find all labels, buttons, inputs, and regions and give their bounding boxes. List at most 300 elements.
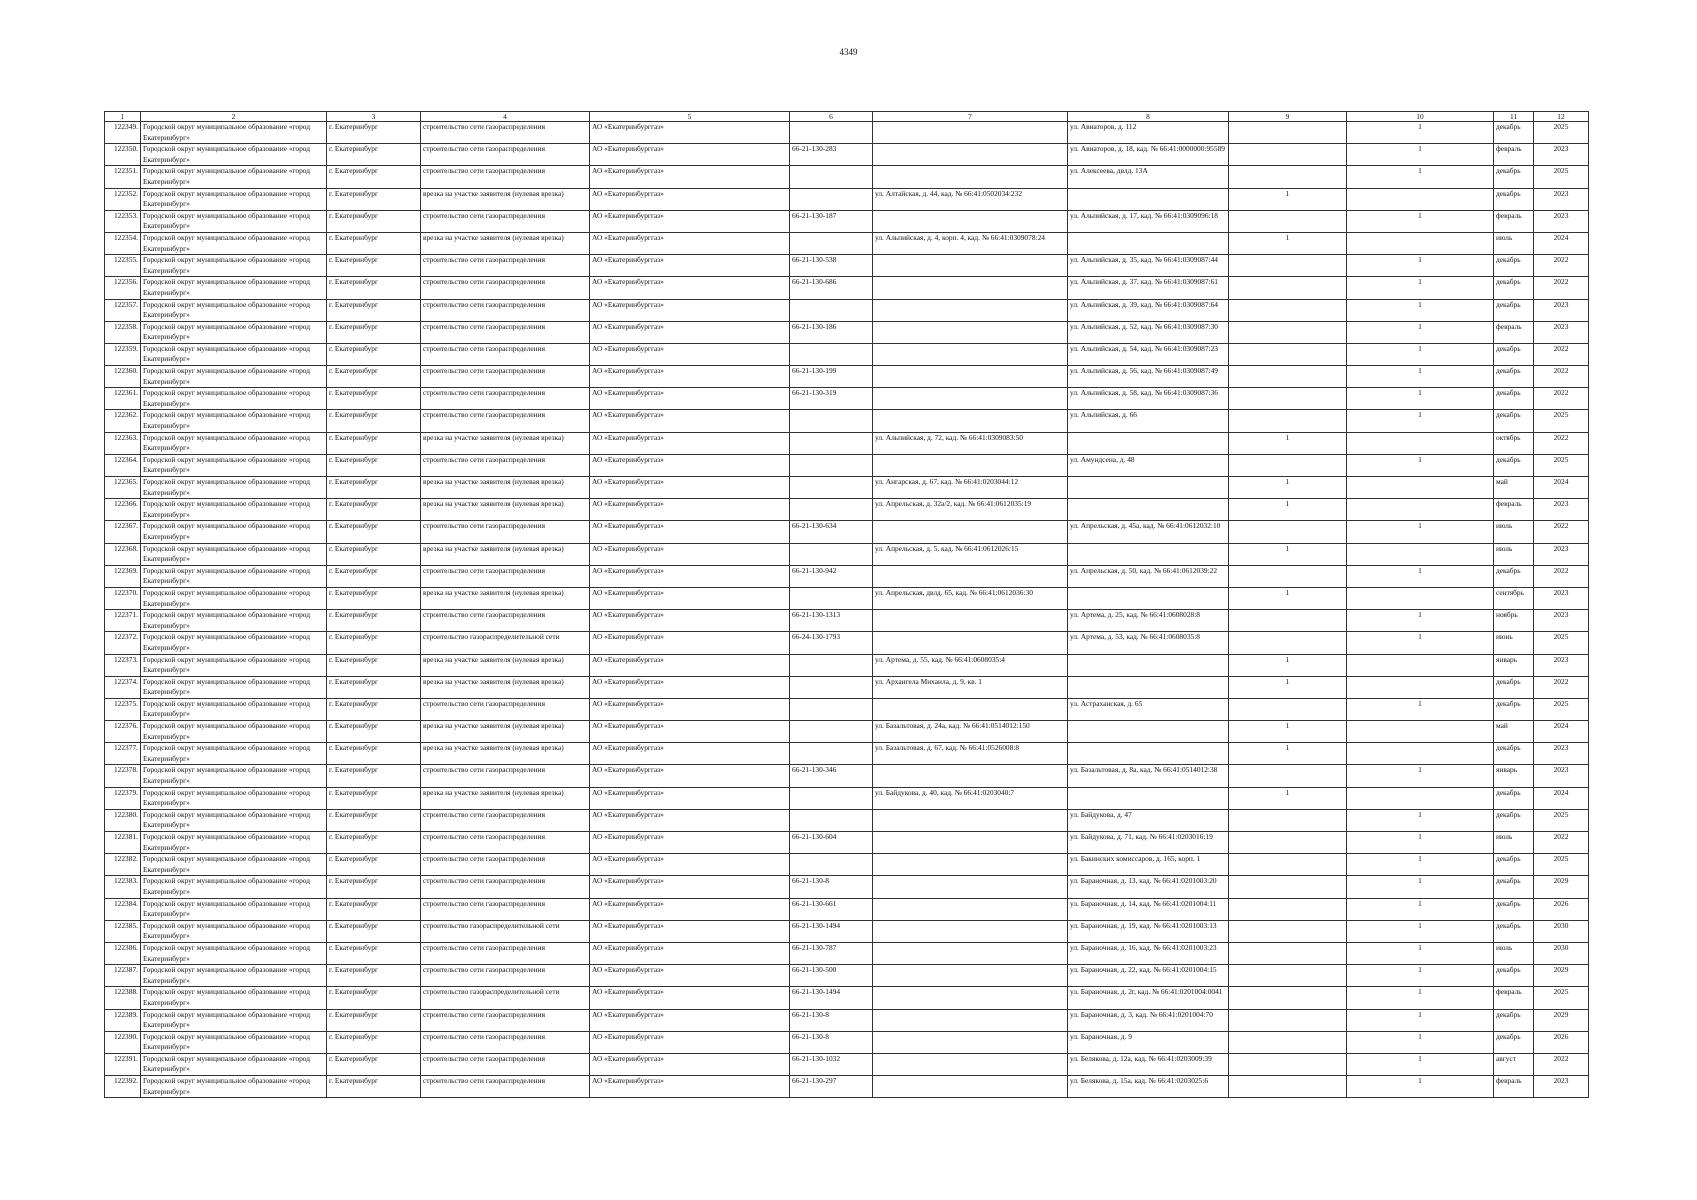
cell-settlement: г. Екатеринбург [327,920,421,942]
cell-row-number: 122362. [105,410,141,432]
cell-work-type: строительство сети газораспределения [421,1031,590,1053]
cell-settlement: г. Екатеринбург [327,1009,421,1031]
cell-work-type: строительство сети газораспределения [421,144,590,166]
cell-address-network: ул. Альпийская, д. 56, кад. № 66:41:0309087:49 [1068,366,1229,388]
cell-permit-number [790,787,873,809]
cell-month: декабрь [1494,366,1534,388]
table-row [105,587,1589,609]
table-row [105,610,1589,632]
cell-organization: АО «Екатеринбурггаз» [590,987,790,1009]
cell-settlement: г. Екатеринбург [327,987,421,1009]
cell-row-number: 122377. [105,743,141,765]
cell-settlement: г. Екатеринбург [327,1031,421,1053]
cell-work-type: строительство сети газораспределения [421,277,590,299]
cell-address-network: ул. Бараночная, д. 16, кад. № 66:41:0201003:23 [1068,942,1229,964]
cell-month: декабрь [1494,876,1534,898]
table-row [105,232,1589,254]
cell-municipality: Городской округ муниципальное образование «город Екатеринбург» [141,898,327,920]
cell-organization: АО «Екатеринбурггаз» [590,144,790,166]
cell-row-number: 122360. [105,366,141,388]
cell-count-network [1347,787,1494,809]
register-table [104,111,1589,1098]
cell-settlement: г. Екатеринбург [327,499,421,521]
cell-address-plot [873,876,1068,898]
cell-municipality: Городской округ муниципальное образование «город Екатеринбург» [141,676,327,698]
cell-work-type: строительство сети газораспределения [421,122,590,144]
table-row [105,277,1589,299]
cell-organization: АО «Екатеринбурггаз» [590,388,790,410]
cell-address-plot [873,632,1068,654]
cell-settlement: г. Екатеринбург [327,122,421,144]
cell-municipality: Городской округ муниципальное образование «город Екатеринбург» [141,454,327,476]
cell-settlement: г. Екатеринбург [327,277,421,299]
cell-year: 2023 [1534,299,1589,321]
cell-address-plot: ул. Апрельская, д. 5, кад. № 66:41:0612026:15 [873,543,1068,565]
cell-year: 2022 [1534,388,1589,410]
cell-row-number: 122372. [105,632,141,654]
cell-count-plot [1229,321,1347,343]
cell-address-network: ул. Амундсена, д. 48 [1068,454,1229,476]
cell-row-number: 122369. [105,565,141,587]
cell-work-type: строительство сети газораспределения [421,321,590,343]
column-header-12: 12 [1534,112,1589,122]
cell-address-plot: ул. Алтайская, д. 44, кад. № 66:41:0502034:232 [873,188,1068,210]
table-header [105,112,1589,122]
cell-permit-number [790,432,873,454]
cell-address-network: ул. Байдукова, д. 71, кад. № 66:41:0203016:19 [1068,832,1229,854]
cell-year: 2024 [1534,232,1589,254]
cell-work-type: строительство сети газораспределения [421,698,590,720]
cell-month: декабрь [1494,122,1534,144]
cell-municipality: Городской округ муниципальное образование «город Екатеринбург» [141,854,327,876]
cell-address-network [1068,543,1229,565]
cell-count-plot [1229,166,1347,188]
cell-permit-number [790,166,873,188]
cell-year: 2024 [1534,787,1589,809]
cell-month: декабрь [1494,854,1534,876]
cell-address-network: ул. Авиаторов, д. 18, кад. № 66:41:0000000:95589 [1068,144,1229,166]
cell-year: 2029 [1534,1009,1589,1031]
cell-address-plot [873,1053,1068,1075]
cell-address-network: ул. Альпийская, д. 58, кад. № 66:41:0309087:36 [1068,388,1229,410]
cell-organization: АО «Екатеринбурггаз» [590,721,790,743]
cell-count-network: 1 [1347,610,1494,632]
cell-address-network: ул. Белякова, д. 15а, кад. № 66:41:0203025:6 [1068,1076,1229,1098]
table-row [105,499,1589,521]
cell-year: 2022 [1534,565,1589,587]
table-row [105,166,1589,188]
column-header-2: 2 [141,112,327,122]
cell-address-plot [873,1009,1068,1031]
table-row [105,765,1589,787]
cell-permit-number [790,122,873,144]
cell-municipality: Городской округ муниципальное образование «город Екатеринбург» [141,765,327,787]
cell-organization: АО «Екатеринбурггаз» [590,654,790,676]
cell-row-number: 122385. [105,920,141,942]
cell-address-plot: ул. Апрельская, двлд. 65, кад. № 66:41:0612036:30 [873,587,1068,609]
cell-settlement: г. Екатеринбург [327,299,421,321]
cell-address-plot [873,521,1068,543]
table-row [105,188,1589,210]
cell-row-number: 122367. [105,521,141,543]
cell-municipality: Городской округ муниципальное образование «город Екатеринбург» [141,410,327,432]
cell-count-plot [1229,942,1347,964]
cell-row-number: 122373. [105,654,141,676]
cell-month: декабрь [1494,299,1534,321]
cell-count-plot [1229,832,1347,854]
cell-municipality: Городской округ муниципальное образование «город Екатеринбург» [141,388,327,410]
cell-organization: АО «Екатеринбурггаз» [590,543,790,565]
cell-organization: АО «Екатеринбурггаз» [590,1009,790,1031]
cell-settlement: г. Екатеринбург [327,854,421,876]
cell-municipality: Городской округ муниципальное образование «город Екатеринбург» [141,255,327,277]
cell-address-network: ул. Базальтовая, д. 8а, кад. № 66:41:0514012:38 [1068,765,1229,787]
cell-address-network: ул. Артема, д. 25, кад. № 66:41:0608028:8 [1068,610,1229,632]
cell-address-plot: ул. Архангела Михаила, д. 9, кв. 1 [873,676,1068,698]
cell-year: 2025 [1534,166,1589,188]
table-row [105,898,1589,920]
cell-address-plot [873,122,1068,144]
cell-permit-number [790,698,873,720]
cell-work-type: врезка на участке заявителя (нулевая врезка) [421,499,590,521]
cell-month: декабрь [1494,277,1534,299]
cell-count-plot: 1 [1229,432,1347,454]
cell-address-network: ул. Бараночная, д. 9 [1068,1031,1229,1053]
cell-address-plot [873,1076,1068,1098]
cell-month: май [1494,477,1534,499]
cell-count-network: 1 [1347,454,1494,476]
table-row [105,432,1589,454]
cell-organization: АО «Екатеринбурггаз» [590,210,790,232]
cell-count-plot: 1 [1229,477,1347,499]
cell-organization: АО «Екатеринбурггаз» [590,122,790,144]
cell-municipality: Городской округ муниципальное образование «город Екатеринбург» [141,587,327,609]
cell-year: 2022 [1534,1053,1589,1075]
cell-settlement: г. Екатеринбург [327,432,421,454]
cell-settlement: г. Екатеринбург [327,188,421,210]
table-row [105,1031,1589,1053]
cell-count-network [1347,232,1494,254]
table-row [105,698,1589,720]
cell-work-type: врезка на участке заявителя (нулевая врезка) [421,676,590,698]
cell-month: декабрь [1494,920,1534,942]
cell-work-type: строительство сети газораспределения [421,565,590,587]
table-row [105,942,1589,964]
cell-year: 2023 [1534,743,1589,765]
table-row [105,1009,1589,1031]
cell-row-number: 122356. [105,277,141,299]
cell-count-plot [1229,809,1347,831]
cell-month: февраль [1494,210,1534,232]
table-row [105,565,1589,587]
cell-work-type: врезка на участке заявителя (нулевая врезка) [421,477,590,499]
cell-count-network: 1 [1347,388,1494,410]
cell-settlement: г. Екатеринбург [327,832,421,854]
table-row [105,832,1589,854]
cell-work-type: строительство сети газораспределения [421,809,590,831]
cell-year: 2022 [1534,366,1589,388]
cell-municipality: Городской округ муниципальное образование «город Екатеринбург» [141,610,327,632]
cell-address-network: ул. Бараночная, д. 22, кад. № 66:41:0201004:15 [1068,965,1229,987]
cell-year: 2022 [1534,676,1589,698]
cell-month: декабрь [1494,1009,1534,1031]
cell-year: 2025 [1534,410,1589,432]
cell-year: 2023 [1534,587,1589,609]
cell-work-type: строительство сети газораспределения [421,388,590,410]
cell-address-network: ул. Белякова, д. 12а, кад. № 66:41:0203009:39 [1068,1053,1229,1075]
cell-work-type: врезка на участке заявителя (нулевая врезка) [421,654,590,676]
cell-work-type: строительство газораспределительной сети [421,632,590,654]
cell-permit-number: 66-21-130-787 [790,942,873,964]
cell-permit-number [790,477,873,499]
cell-permit-number [790,188,873,210]
cell-work-type: строительство сети газораспределения [421,1053,590,1075]
cell-organization: АО «Екатеринбурггаз» [590,343,790,365]
cell-address-plot [873,965,1068,987]
cell-settlement: г. Екатеринбург [327,809,421,831]
column-header-7: 7 [873,112,1068,122]
cell-organization: АО «Екатеринбурггаз» [590,432,790,454]
cell-address-plot [873,299,1068,321]
cell-month: декабрь [1494,188,1534,210]
cell-count-plot [1229,1053,1347,1075]
cell-settlement: г. Екатеринбург [327,632,421,654]
cell-address-plot: ул. Базальтовая, д. 67, кад. № 66:41:0526008:8 [873,743,1068,765]
cell-row-number: 122365. [105,477,141,499]
cell-organization: АО «Екатеринбурггаз» [590,366,790,388]
cell-permit-number: 66-21-130-8 [790,1031,873,1053]
cell-month: декабрь [1494,698,1534,720]
cell-permit-number [790,410,873,432]
cell-work-type: строительство сети газораспределения [421,210,590,232]
cell-municipality: Городской округ муниципальное образование «город Екатеринбург» [141,477,327,499]
cell-year: 2022 [1534,432,1589,454]
cell-address-plot [873,854,1068,876]
cell-municipality: Городской округ муниципальное образование «город Екатеринбург» [141,654,327,676]
cell-count-network: 1 [1347,210,1494,232]
cell-year: 2025 [1534,122,1589,144]
table-row [105,676,1589,698]
cell-year: 2029 [1534,965,1589,987]
cell-municipality: Городской округ муниципальное образование «город Екатеринбург» [141,432,327,454]
table-row [105,521,1589,543]
cell-count-network: 1 [1347,876,1494,898]
cell-row-number: 122359. [105,343,141,365]
cell-count-plot [1229,965,1347,987]
cell-settlement: г. Екатеринбург [327,1076,421,1098]
cell-address-plot [873,765,1068,787]
cell-address-network: ул. Бараночная, д. 13, кад. № 66:41:0201003:20 [1068,876,1229,898]
cell-row-number: 122353. [105,210,141,232]
cell-row-number: 122361. [105,388,141,410]
cell-count-plot [1229,698,1347,720]
cell-address-plot [873,144,1068,166]
cell-municipality: Городской округ муниципальное образование «город Екатеринбург» [141,210,327,232]
cell-year: 2022 [1534,277,1589,299]
cell-address-network [1068,654,1229,676]
cell-count-plot [1229,1009,1347,1031]
cell-address-plot: ул. Байдукова, д. 40, кад. № 66:41:0203040:7 [873,787,1068,809]
cell-month: июль [1494,232,1534,254]
cell-count-plot: 1 [1229,721,1347,743]
cell-address-network [1068,676,1229,698]
table-row [105,1076,1589,1098]
cell-year: 2024 [1534,477,1589,499]
cell-month: февраль [1494,144,1534,166]
table-row [105,410,1589,432]
cell-count-network: 1 [1347,632,1494,654]
cell-municipality: Городской округ муниципальное образование «город Екатеринбург» [141,499,327,521]
cell-permit-number: 66-21-130-604 [790,832,873,854]
cell-municipality: Городской округ муниципальное образование «город Екатеринбург» [141,987,327,1009]
cell-address-network [1068,743,1229,765]
cell-count-network: 1 [1347,1076,1494,1098]
cell-row-number: 122380. [105,809,141,831]
cell-row-number: 122378. [105,765,141,787]
cell-permit-number: 66-21-130-8 [790,876,873,898]
cell-count-network: 1 [1347,942,1494,964]
cell-settlement: г. Екатеринбург [327,477,421,499]
cell-count-plot [1229,876,1347,898]
cell-row-number: 122391. [105,1053,141,1075]
cell-municipality: Городской округ муниципальное образование «город Екатеринбург» [141,787,327,809]
cell-row-number: 122358. [105,321,141,343]
cell-row-number: 122379. [105,787,141,809]
cell-month: декабрь [1494,565,1534,587]
cell-organization: АО «Екатеринбурггаз» [590,232,790,254]
cell-count-network [1347,587,1494,609]
cell-year: 2026 [1534,898,1589,920]
table-row [105,366,1589,388]
cell-count-network: 1 [1347,1031,1494,1053]
column-header-11: 11 [1494,112,1534,122]
cell-count-plot [1229,277,1347,299]
cell-address-network: ул. Бараночная, д. 19, кад. № 66:41:0201003:13 [1068,920,1229,942]
cell-month: декабрь [1494,255,1534,277]
cell-address-plot: ул. Базальтовая, д. 24а, кад. № 66:41:0514012:150 [873,721,1068,743]
cell-organization: АО «Екатеринбурггаз» [590,965,790,987]
cell-municipality: Городской округ муниципальное образование «город Екатеринбург» [141,721,327,743]
cell-row-number: 122386. [105,942,141,964]
cell-count-plot [1229,388,1347,410]
cell-address-network: ул. Апрельская, д. 45а, кад. № 66:41:0612032:10 [1068,521,1229,543]
cell-work-type: строительство газораспределительной сети [421,920,590,942]
cell-year: 2025 [1534,454,1589,476]
cell-organization: АО «Екатеринбурггаз» [590,1076,790,1098]
cell-organization: АО «Екатеринбурггаз» [590,321,790,343]
cell-count-network: 1 [1347,765,1494,787]
cell-permit-number: 66-24-130-1793 [790,632,873,654]
cell-month: декабрь [1494,410,1534,432]
table-row [105,809,1589,831]
cell-municipality: Городской округ муниципальное образование «город Екатеринбург» [141,521,327,543]
cell-address-plot: ул. Ангарская, д. 67, кад. № 66:41:0203044:12 [873,477,1068,499]
cell-year: 2023 [1534,144,1589,166]
column-header-10: 10 [1347,112,1494,122]
cell-organization: АО «Екатеринбурггаз» [590,942,790,964]
cell-settlement: г. Екатеринбург [327,587,421,609]
cell-address-plot [873,388,1068,410]
cell-address-network [1068,787,1229,809]
cell-work-type: строительство сети газораспределения [421,343,590,365]
table-row [105,543,1589,565]
cell-settlement: г. Екатеринбург [327,1053,421,1075]
cell-settlement: г. Екатеринбург [327,654,421,676]
cell-count-plot [1229,210,1347,232]
cell-count-network: 1 [1347,832,1494,854]
cell-work-type: врезка на участке заявителя (нулевая врезка) [421,721,590,743]
cell-address-plot [873,343,1068,365]
column-header-9: 9 [1229,112,1347,122]
cell-address-plot: ул. Апрельская, д. 32а/2, кад. № 66:41:0612035:19 [873,499,1068,521]
cell-count-plot: 1 [1229,499,1347,521]
cell-year: 2025 [1534,632,1589,654]
cell-address-plot: ул. Альпийская, д. 4, корп. 4, кад. № 66:41:0309078:24 [873,232,1068,254]
cell-organization: АО «Екатеринбурггаз» [590,876,790,898]
cell-permit-number: 66-21-130-1494 [790,920,873,942]
cell-municipality: Городской округ муниципальное образование «город Екатеринбург» [141,299,327,321]
cell-address-network [1068,477,1229,499]
cell-work-type: врезка на участке заявителя (нулевая врезка) [421,432,590,454]
cell-count-plot [1229,454,1347,476]
cell-address-plot [873,942,1068,964]
table-row [105,721,1589,743]
cell-year: 2024 [1534,721,1589,743]
cell-count-plot: 1 [1229,543,1347,565]
table-row [105,632,1589,654]
cell-count-network: 1 [1347,698,1494,720]
cell-work-type: строительство сети газораспределения [421,876,590,898]
cell-address-network: ул. Альпийская, д. 17, кад. № 66:41:0309096:18 [1068,210,1229,232]
column-header-6: 6 [790,112,873,122]
cell-row-number: 122366. [105,499,141,521]
cell-organization: АО «Екатеринбурггаз» [590,454,790,476]
cell-address-network: ул. Байдукова, д. 47 [1068,809,1229,831]
table-row [105,299,1589,321]
cell-month: февраль [1494,1076,1534,1098]
cell-permit-number: 66-21-130-500 [790,965,873,987]
cell-count-plot: 1 [1229,743,1347,765]
cell-row-number: 122388. [105,987,141,1009]
cell-month: декабрь [1494,898,1534,920]
cell-count-network: 1 [1347,277,1494,299]
cell-work-type: строительство газораспределительной сети [421,987,590,1009]
cell-row-number: 122363. [105,432,141,454]
cell-count-plot [1229,854,1347,876]
cell-work-type: строительство сети газораспределения [421,610,590,632]
cell-organization: АО «Екатеринбурггаз» [590,809,790,831]
cell-row-number: 122381. [105,832,141,854]
column-number-row [105,112,1589,122]
table-row [105,122,1589,144]
cell-address-plot [873,898,1068,920]
cell-work-type: строительство сети газораспределения [421,832,590,854]
cell-count-network: 1 [1347,521,1494,543]
cell-permit-number [790,721,873,743]
cell-row-number: 122368. [105,543,141,565]
cell-count-plot [1229,343,1347,365]
cell-month: сентябрь [1494,587,1534,609]
cell-count-network: 1 [1347,410,1494,432]
cell-settlement: г. Екатеринбург [327,765,421,787]
cell-municipality: Городской округ муниципальное образование «город Екатеринбург» [141,144,327,166]
cell-year: 2022 [1534,343,1589,365]
cell-settlement: г. Екатеринбург [327,876,421,898]
cell-municipality: Городской округ муниципальное образование «город Екатеринбург» [141,942,327,964]
cell-organization: АО «Екатеринбурггаз» [590,1031,790,1053]
cell-row-number: 122384. [105,898,141,920]
cell-count-plot [1229,255,1347,277]
